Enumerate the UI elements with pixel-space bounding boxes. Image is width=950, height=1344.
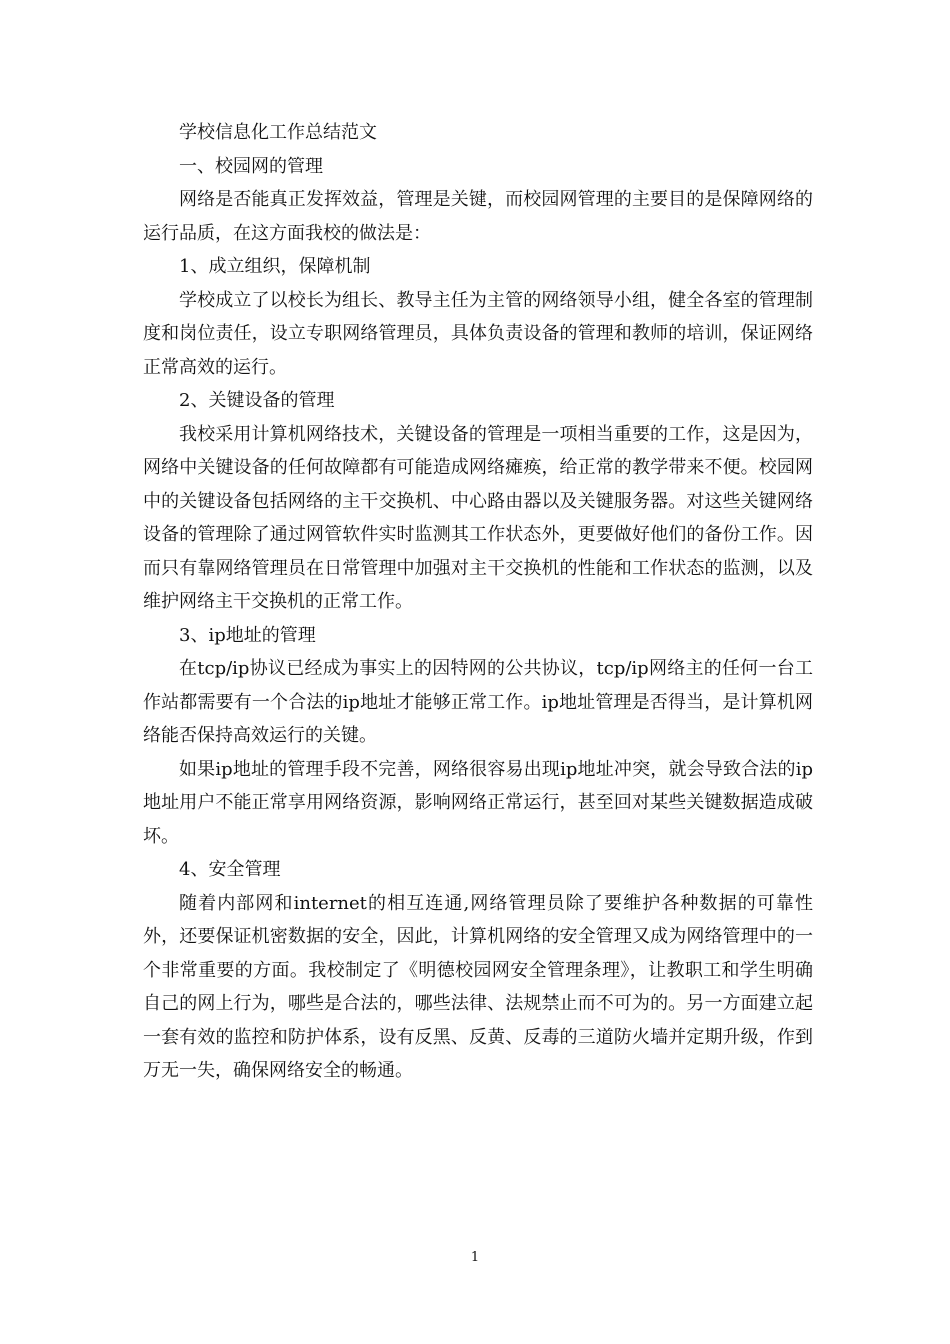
paragraph-key-equipment: 我校采用计算机网络技术，关键设备的管理是一项相当重要的工作，这是因为，网络中关键设备的任何故障都有可能造成网络瘫痪，给正常的教学带来不便。校园网中的关键设备包括网络的主干交换机、中心路由器以及关键服务器。对这些关键网络设备的管理除了通过网管软件实时监测其工作状态外，更要做好他们的备份工作。因而只有靠网络管理员在日常管理中加强对主干交换机的性能和工作状态的监测，以及维护网络主干交换机的正常工作。 xyxy=(143,423,813,612)
document-body xyxy=(143,116,813,1088)
page-number: 1 xyxy=(470,1250,480,1265)
paragraph-ip-conflict: 如果ip地址的管理手段不完善，网络很容易出现ip地址冲突，就会导致合法的ip地址用户不能正常享用网络资源，影响网络正常运行，甚至回对某些关键数据造成破坏。 xyxy=(143,758,813,847)
subheading-ip-address: 3、ip地址的管理 xyxy=(179,624,316,646)
section-heading-campus-network: 一、校园网的管理 xyxy=(179,155,323,177)
paragraph-intro: 网络是否能真正发挥效益，管理是关键，而校园网管理的主要目的是保障网络的运行品质，在这方面我校的做法是： xyxy=(143,189,813,244)
paragraph-security: 随着内部网和internet的相互连通,网络管理员除了要维护各种数据的可靠性外，还要保证机密数据的安全，因此，计算机网络的安全管理又成为网络管理中的一个非常重要的方面。我校制定了《明德校园网安全管理条理》，让教职工和学生明确自己的网上行为，哪些是合法的，哪些法律、法规禁止而不可为的。另一方面建立起一套有效的监控和防护体系，设有反黑、反黄、反毒的三道防火墙并定期升级，作到万无一失，确保网络安全的畅通。 xyxy=(143,892,813,1081)
document-title: 学校信息化工作总结范文 xyxy=(179,122,377,143)
subheading-key-equipment: 2、关键设备的管理 xyxy=(179,390,335,411)
paragraph-ip-protocol: 在tcp/ip协议已经成为事实上的因特网的公共协议，tcp/ip网络主的任何一台工作站都需要有一个合法的ip地址才能够正常工作。ip地址管理是否得当，是计算机网络能否保持高效运行的关键。 xyxy=(143,658,813,746)
subheading-security: 4、安全管理 xyxy=(179,859,281,880)
paragraph-organization: 学校成立了以校长为组长、教导主任为主管的网络领导小组，健全各室的管理制度和岗位责任，设立专职网络管理员，具体负责设备的管理和教师的培训，保证网络正常高效的运行。 xyxy=(143,289,813,378)
subheading-organization: 1、成立组织，保障机制 xyxy=(179,256,371,277)
